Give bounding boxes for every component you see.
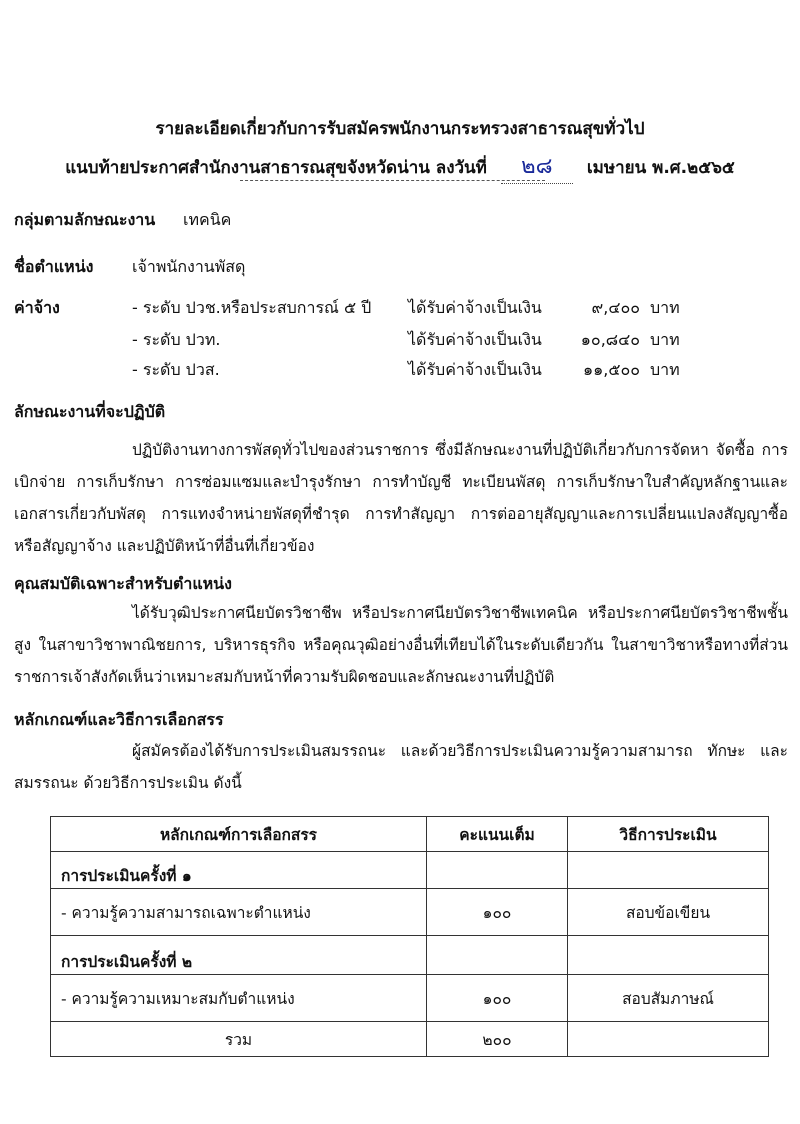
- empty-cell: [568, 936, 769, 975]
- wage-amount: ๑๐,๘๔๐: [580, 330, 640, 349]
- selection-heading: หลักเกณฑ์และวิธีการเลือกสรร: [14, 710, 224, 729]
- group-value: เทคนิค: [183, 210, 232, 229]
- table-row: [51, 936, 769, 975]
- document-subtitle: [0, 148, 800, 184]
- table-row: [51, 975, 769, 1022]
- duties-heading: ลักษณะงานที่จะปฏิบัติ: [14, 402, 166, 421]
- dashed-divider: [240, 180, 545, 181]
- table-row: [51, 889, 769, 936]
- wage-amount: ๑๑,๕๐๐: [582, 360, 640, 379]
- wage-unit: บาท: [650, 298, 680, 317]
- qualifications-body: ได้รับวุฒิประกาศนียบัตรวิชาชีพ หรือประกาศนียบัตรวิชาชีพเทคนิค หรือประกาศนียบัตรวิชาชีพชั้นสูง ในสาขาวิชาพาณิชยการ, บริหารธุรกิจ หรือคุณวุฒิอย่างอื่นที่เทียบได้ในระดับเดียวกัน ในสาขาวิชาหรือทางที่ส่วนราชการเจ้าสังกัดเห็นว่าเหมาะสมกับหน้าที่ความรับผิดชอบและลักษณะงานที่ปฏิบัติ: [14, 604, 788, 686]
- assessment-item: - ความรู้ความเหมาะสมกับตำแหน่ง: [51, 975, 427, 1022]
- table-total-row: [51, 1022, 769, 1057]
- column-header-score: คะแนนเต็ม: [427, 817, 568, 852]
- wage-level: - ระดับ ปวท.: [132, 330, 221, 349]
- duties-body: ปฏิบัติงานทางการพัสดุทั่วไปของส่วนราชการ ซึ่งมีลักษณะงานที่ปฏิบัติเกี่ยวกับการจัดหา จัดซื้อ การเบิกจ่าย การเก็บรักษา การซ่อมแซมและบำรุงรักษา การทำบัญชี ทะเบียนพัสดุ การเก็บรักษาใบสำคัญหลักฐานและเอกสารเกี่ยวกับพัสดุ การแทงจำหน่ายพัสดุที่ชำรุด การทำสัญญา การต่ออายุสัญญาและการเปลี่ยนแปลงสัญญาซื้อ หรือสัญญาจ้าง และปฏิบัติหน้าที่อื่นที่เกี่ยวข้อง: [14, 441, 788, 555]
- full-score: ๑๐๐: [427, 889, 568, 936]
- wage-level: - ระดับ ปวช.หรือประสบการณ์ ๕ ปี: [132, 298, 372, 317]
- assessment-item: - ความรู้ความสามารถเฉพาะตำแหน่ง: [51, 889, 427, 936]
- total-score: ๒๐๐: [427, 1022, 568, 1057]
- handwritten-day: ๒๘: [501, 148, 573, 184]
- wage-level: - ระดับ ปวส.: [132, 360, 220, 379]
- column-header-criteria: หลักเกณฑ์การเลือกสรร: [51, 817, 427, 852]
- position-label: ชื่อตำแหน่ง: [14, 257, 94, 276]
- wage-label: ค่าจ้าง: [14, 298, 60, 317]
- column-header-method: วิธีการประเมิน: [568, 817, 769, 852]
- assessment-method: สอบสัมภาษณ์: [568, 975, 769, 1022]
- assessment-round-title: การประเมินครั้งที่ ๒: [51, 936, 427, 975]
- wage-amount: ๙,๔๐๐: [591, 298, 640, 317]
- total-label: รวม: [51, 1022, 427, 1057]
- qualifications-heading: คุณสมบัติเฉพาะสำหรับตำแหน่ง: [14, 574, 232, 593]
- empty-cell: [568, 1022, 769, 1057]
- full-score: ๑๐๐: [427, 975, 568, 1022]
- group-label: กลุ่มตามลักษณะงาน: [14, 210, 156, 229]
- selection-body: ผู้สมัครต้องได้รับการประเมินสมรรถนะ และด้วยวิธีการประเมินความรู้ความสามารถ ทักษะ และสมรรถนะ ด้วยวิธีการประเมิน ดังนี้: [14, 742, 788, 792]
- assessment-round-title: การประเมินครั้งที่ ๑: [51, 852, 427, 889]
- position-value: เจ้าพนักงานพัสดุ: [132, 257, 246, 276]
- wage-unit: บาท: [650, 330, 680, 349]
- wage-text: ได้รับค่าจ้างเป็นเงิน: [408, 298, 542, 317]
- subtitle-prefix: แนบท้ายประกาศสำนักงานสาธารณสุขจังหวัดน่าน ลงวันที่: [65, 158, 487, 178]
- selection-criteria-table: [50, 816, 769, 1057]
- wage-unit: บาท: [650, 360, 680, 379]
- wage-text: ได้รับค่าจ้างเป็นเงิน: [408, 360, 542, 379]
- empty-cell: [427, 852, 568, 889]
- document-title: รายละเอียดเกี่ยวกับการรับสมัครพนักงานกระทรวงสาธารณสุขทั่วไป: [155, 119, 645, 139]
- wage-text: ได้รับค่าจ้างเป็นเงิน: [408, 330, 542, 349]
- table-header-row: [51, 817, 769, 852]
- table-row: [51, 852, 769, 889]
- empty-cell: [427, 936, 568, 975]
- assessment-method: สอบข้อเขียน: [568, 889, 769, 936]
- empty-cell: [568, 852, 769, 889]
- subtitle-suffix: เมษายน พ.ศ.๒๕๖๕: [586, 158, 735, 178]
